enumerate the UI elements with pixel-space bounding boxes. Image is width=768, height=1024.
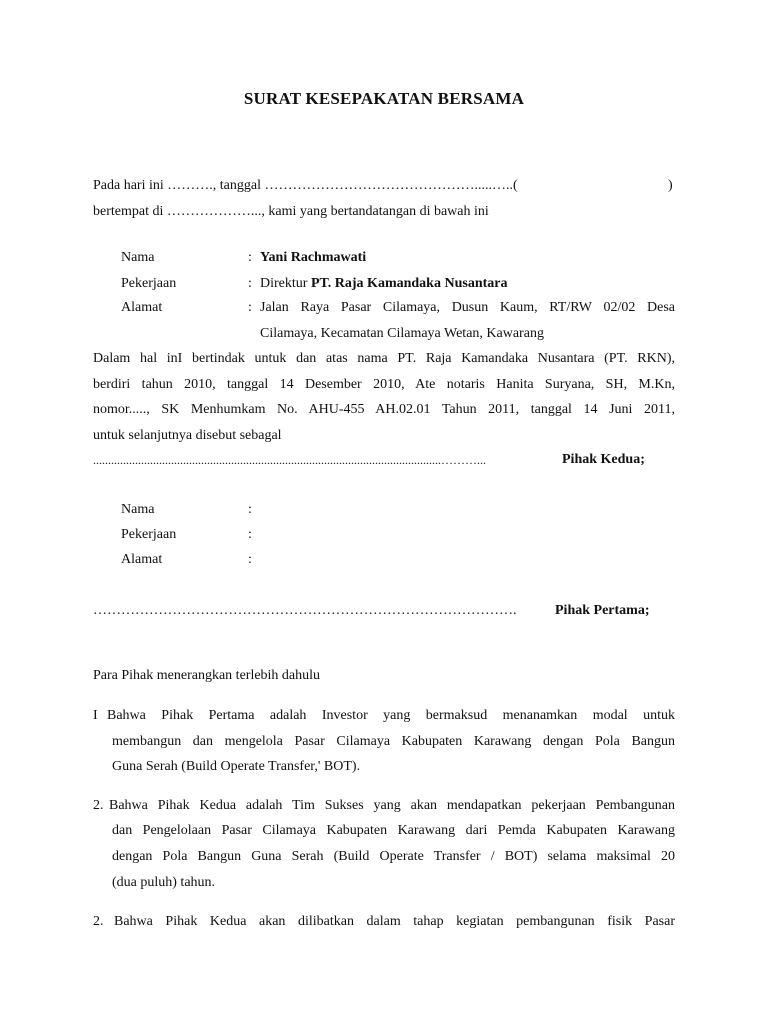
representation-role: Pihak Kedua; bbox=[562, 452, 645, 467]
recitals-heading: Para Pihak menerangkan terlebih dahulu bbox=[93, 668, 321, 683]
party1-alamat-colon: : bbox=[248, 300, 252, 315]
recital-2-line-1: Bahwa Pihak Kedua adalah Tim Sukses yang akan mendapatkan pekerjaan Pembangunan bbox=[109, 798, 675, 813]
party2-nama-label: Nama bbox=[121, 502, 155, 517]
recital-1-line-1: Bahwa Pihak Pertama adalah Investor yang bermaksud menanamkan modal untuk bbox=[107, 708, 675, 723]
recital-1-line-3: Guna Serah (Build Operate Transfer,' BOT). bbox=[112, 759, 361, 774]
party2-dots: ………………………………………………………………………………. bbox=[93, 603, 517, 618]
recital-2-line-3: dengan Pola Bangun Guna Serah (Build Operate Transfer / BOT) selama maksimal 20 bbox=[112, 849, 675, 864]
document-title: SURAT KESEPAKATAN BERSAMA bbox=[243, 89, 525, 108]
recital-2-line-4: (dua puluh) tahun. bbox=[112, 875, 216, 890]
party2-nama-colon: : bbox=[248, 502, 252, 517]
recital-1-line-2: membangun dan mengelola Pasar Cilamaya Kabupaten Karawang dengan Pola Bangun bbox=[112, 734, 675, 749]
intro-line-1-close-paren: ) bbox=[668, 178, 673, 193]
party1-pekerjaan-colon: : bbox=[248, 276, 252, 291]
party1-alamat-line-2: Cilamaya, Kecamatan Cilamaya Wetan, Kawarang bbox=[260, 326, 544, 341]
party2-pekerjaan-label: Pekerjaan bbox=[121, 527, 177, 542]
party2-role: Pihak Pertama; bbox=[555, 603, 650, 618]
party1-pekerjaan-label: Pekerjaan bbox=[121, 276, 177, 291]
recital-2-number: 2. bbox=[93, 798, 104, 813]
representation-line-4: untuk selanjutnya disebut sebagal bbox=[93, 428, 282, 443]
party1-alamat-label: Alamat bbox=[121, 300, 163, 315]
recital-3-line-1: Bahwa Pihak Kedua akan dilibatkan dalam tahap kegiatan pembangunan fisik Pasar bbox=[114, 914, 675, 929]
representation-line-1: Dalam hal inI bertindak untuk dan atas nama PT. Raja Kamandaka Nusantara (PT. RKN), bbox=[93, 351, 675, 366]
party1-nama-label: Nama bbox=[121, 250, 155, 265]
representation-line-2: berdiri tahun 2010, tanggal 14 Desember 2010, Ate notaris Hanita Suryana, SH, M.Kn, bbox=[93, 377, 675, 392]
representation-dots: ....................................................................................................................………... bbox=[93, 453, 486, 467]
recital-3-number: 2. bbox=[93, 914, 104, 929]
party2-pekerjaan-colon: : bbox=[248, 527, 252, 542]
representation-line-3: nomor....., SK Menhumkam No. AHU-455 AH.02.01 Tahun 2011, tanggal 14 Juni 2011, bbox=[93, 402, 675, 417]
intro-line-1: Pada hari ini ………., tanggal ……………………………………….....…..( bbox=[93, 178, 518, 193]
recital-2-line-2: dan Pengelolaan Pasar Cilamaya Kabupaten Karawang dari Pemda Kabupaten Karawang bbox=[112, 823, 675, 838]
party2-alamat-label: Alamat bbox=[121, 552, 163, 567]
party1-alamat-line-1: Jalan Raya Pasar Cilamaya, Dusun Kaum, RT/RW 02/02 Desa bbox=[260, 300, 675, 315]
intro-line-2: bertempat di ………………..., kami yang bertandatangan di bawah ini bbox=[93, 204, 489, 219]
party1-pekerjaan-value bbox=[260, 275, 507, 293]
party1-pekerjaan-company: PT. Raja Kamandaka Nusantara bbox=[310, 276, 508, 291]
party1-pekerjaan-prefix: Direktur bbox=[260, 276, 308, 291]
party1-nama-colon: : bbox=[248, 250, 252, 265]
party1-nama-value: Yani Rachmawati bbox=[260, 250, 367, 265]
party2-alamat-colon: : bbox=[248, 552, 252, 567]
recital-1-number: I bbox=[93, 708, 98, 723]
